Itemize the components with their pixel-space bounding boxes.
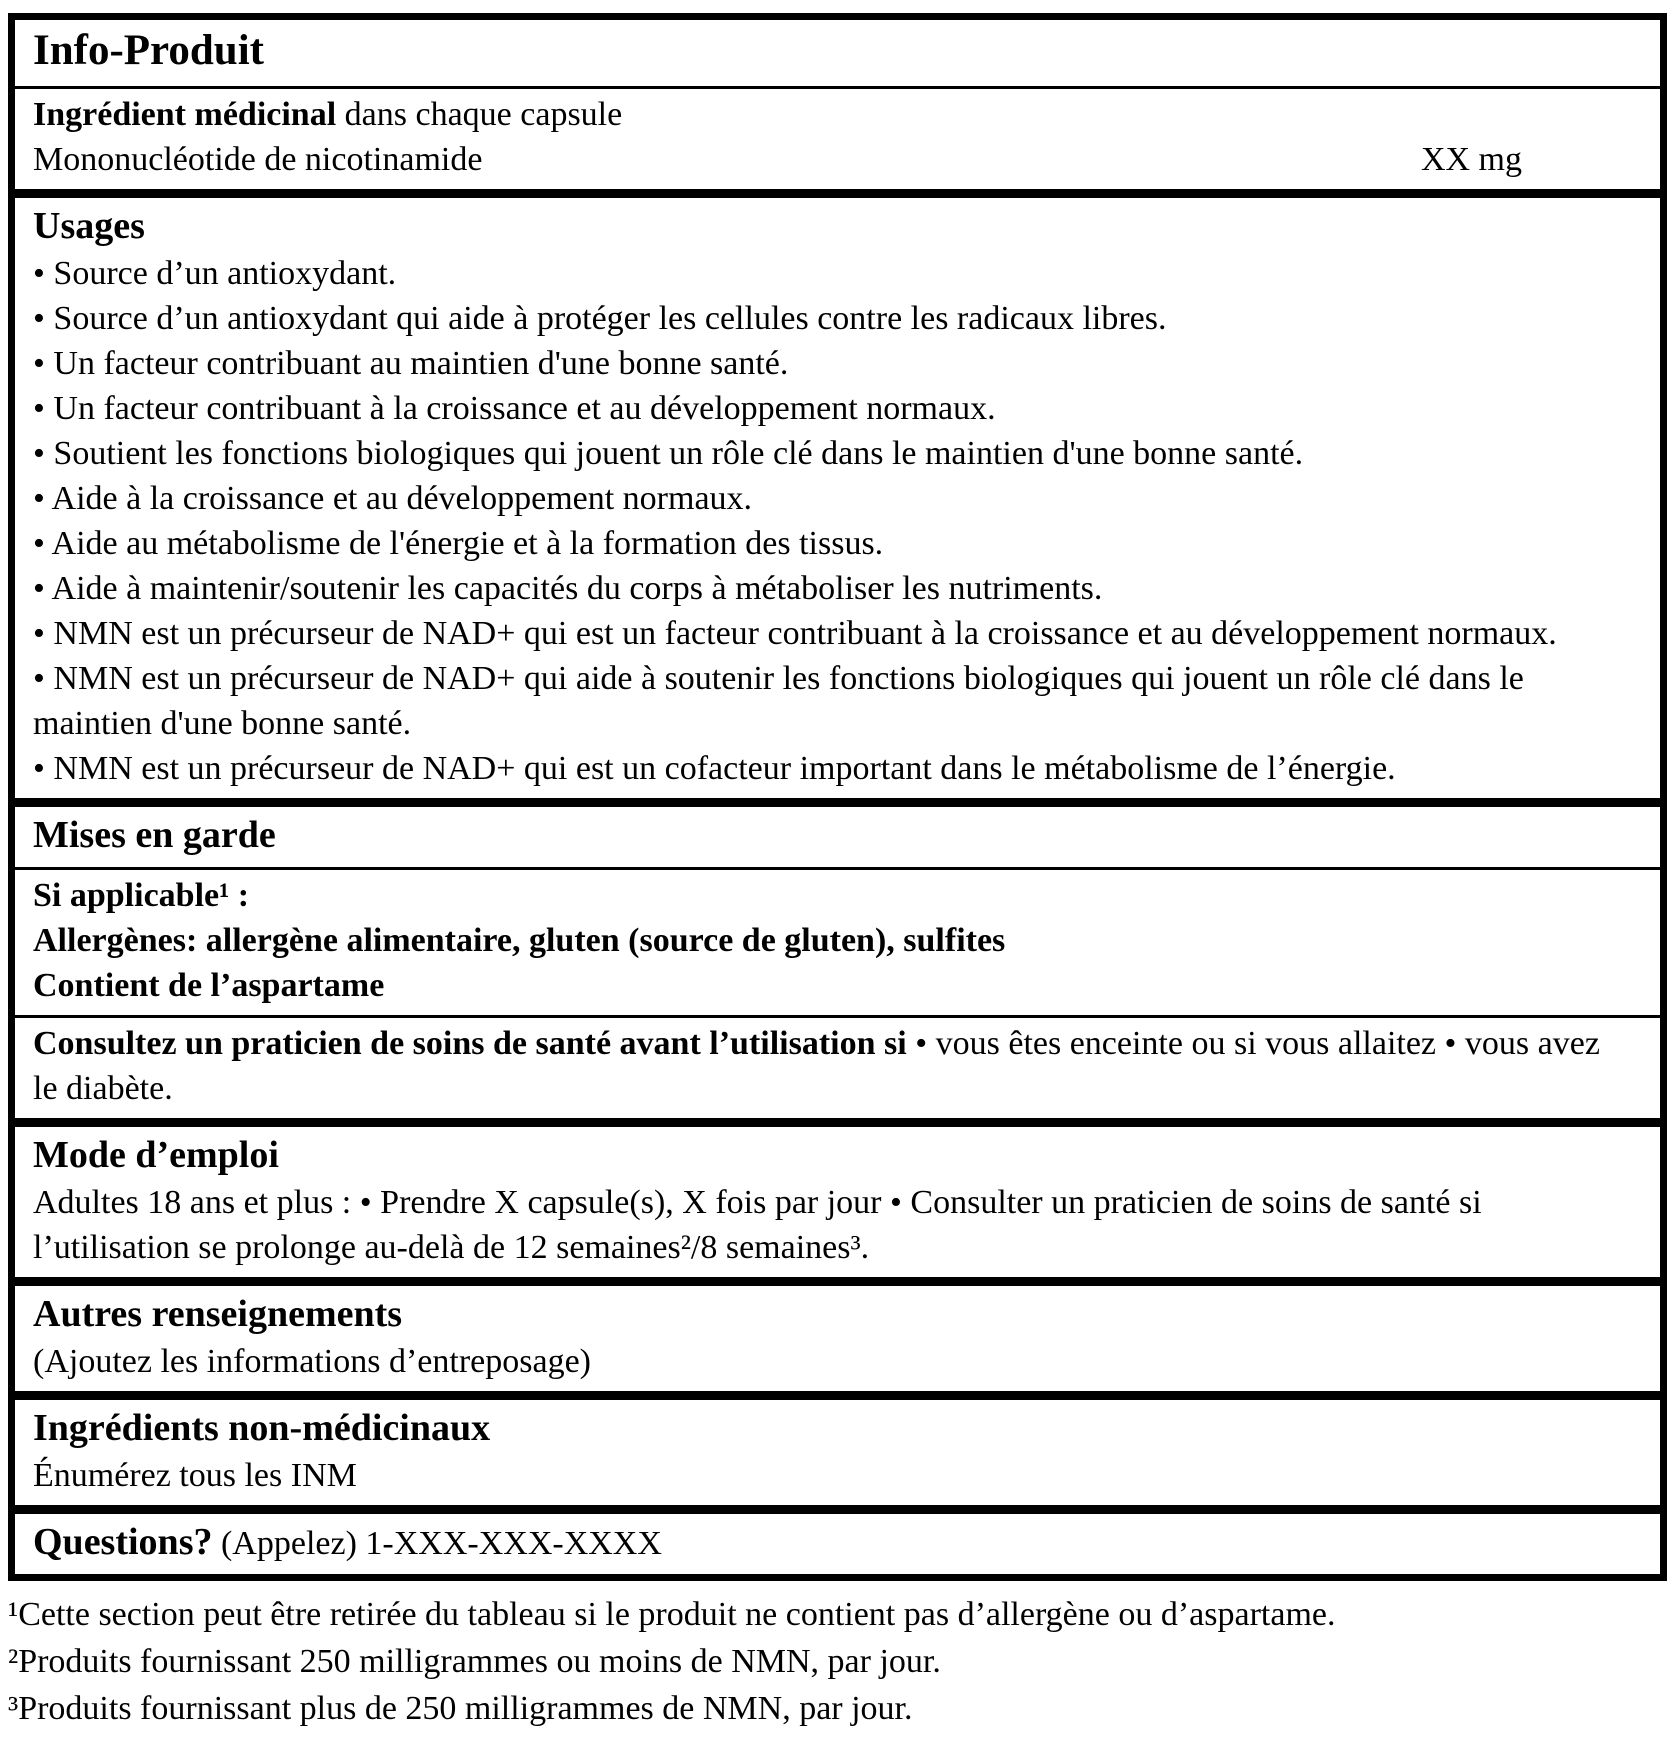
if-applicable-line: Si applicable¹ : — [33, 877, 250, 914]
ingredient-label-rest: dans chaque capsule — [336, 96, 623, 133]
usage-bullet: • NMN est un précurseur de NAD+ qui est un cofacteur important dans le métabolisme de l’énergie. — [33, 750, 1396, 787]
usage-bullet: • Soutient les fonctions biologiques qui jouent un rôle clé dans le maintien d'une bonne santé. — [33, 435, 1304, 472]
allergen-warnings-row — [15, 867, 1660, 1015]
usage-bullet: • Aide à maintenir/soutenir les capacités du corps à métaboliser les nutriments. — [33, 570, 1103, 607]
usages-section — [15, 189, 1660, 798]
usage-bullet: • Aide à la croissance et au développement normaux. — [33, 480, 753, 517]
info-produit-table — [8, 13, 1667, 1581]
questions-line — [33, 1517, 1630, 1567]
consult-line — [33, 1021, 1630, 1111]
usage-bullet: • Source d’un antioxydant. — [33, 255, 397, 292]
usage-bullet: • NMN est un précurseur de NAD+ qui aide à soutenir les fonctions biologiques qui jouent un rôle clé dans le maintien d'une bonne santé. — [33, 660, 1524, 742]
non-medicinal-section — [15, 1391, 1660, 1505]
usage-bullet: • NMN est un précurseur de NAD+ qui est un facteur contribuant à la croissance et au développement normaux. — [33, 615, 1557, 652]
product-facts-page — [0, 13, 1680, 1732]
ingredient-name: Mononucléotide de nicotinamide — [33, 141, 483, 178]
footnote-2: ²Produits fournissant 250 milligrammes ou moins de NMN, par jour. — [8, 1643, 941, 1680]
medicinal-ingredient-row — [15, 86, 1660, 189]
other-info-text: (Ajoutez les informations d’entreposage) — [33, 1343, 591, 1380]
non-medicinal-text: Énumérez tous les INM — [33, 1457, 357, 1494]
table-title: Info-Produit — [33, 27, 264, 74]
footnotes — [8, 1591, 1667, 1732]
footnote-1: ¹Cette section peut être retirée du tableau si le produit ne contient pas d’allergène ou d’aspartame. — [8, 1596, 1336, 1633]
usage-bullet: • Source d’un antioxydant qui aide à protéger les cellules contre les radicaux libres. — [33, 300, 1167, 337]
consult-practitioner-row — [15, 1015, 1660, 1118]
warnings-header-row — [15, 798, 1660, 867]
title-row — [15, 20, 1660, 86]
questions-row — [15, 1505, 1660, 1574]
usages-header: Usages — [33, 205, 145, 247]
warnings-header: Mises en garde — [33, 814, 276, 856]
questions-label: Questions? — [33, 1521, 213, 1563]
other-info-header: Autres renseignements — [33, 1293, 403, 1335]
non-medicinal-header: Ingrédients non-médicinaux — [33, 1407, 491, 1449]
ingredient-amount: XX mg — [1420, 141, 1522, 178]
ingredient-label-bold: Ingrédient médicinal — [33, 96, 337, 133]
directions-text: Adultes 18 ans et plus : • Prendre X capsule(s), X fois par jour • Consulter un praticien de soins de santé si l’utilisation se prolonge au-delà de 12 semaines²/8 semaines³. — [33, 1184, 1482, 1266]
directions-section — [15, 1118, 1660, 1277]
other-info-section — [15, 1277, 1660, 1391]
usage-bullet: • Un facteur contribuant au maintien d'une bonne santé. — [33, 345, 789, 382]
questions-phone: (Appelez) 1-XXX-XXX-XXXX — [212, 1525, 662, 1562]
directions-header: Mode d’emploi — [33, 1134, 279, 1176]
allergens-line: Allergènes: allergène alimentaire, gluten (source de gluten), sulfites — [33, 922, 1006, 959]
usage-bullet: • Aide au métabolisme de l'énergie et à la formation des tissus. — [33, 525, 884, 562]
aspartame-line: Contient de l’aspartame — [33, 967, 385, 1004]
ingredient-label — [33, 92, 1630, 137]
ingredient-amount-line — [33, 137, 1630, 182]
footnote-3: ³Produits fournissant plus de 250 milligrammes de NMN, par jour. — [8, 1690, 913, 1727]
consult-line-bold: Consultez un praticien de soins de santé avant l’utilisation si — [33, 1025, 907, 1062]
consult-line-rest: • vous êtes enceinte ou si vous allaitez • vous avez le diabète. — [33, 1025, 1600, 1107]
usage-bullet: • Un facteur contribuant à la croissance et au développement normaux. — [33, 390, 996, 427]
